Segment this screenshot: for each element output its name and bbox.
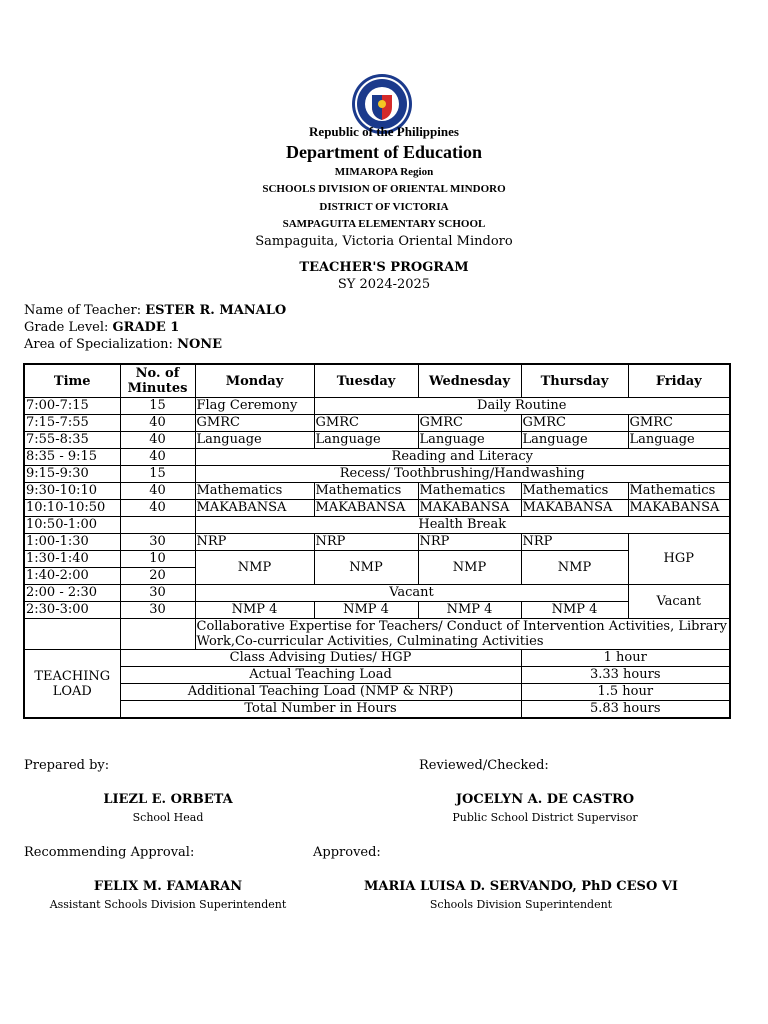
subject-cell: NMP	[521, 551, 628, 585]
table-row	[24, 398, 730, 415]
load-label: Total Number in Hours	[120, 701, 521, 719]
col-header: Thursday	[521, 364, 628, 398]
minutes-cell: 15	[120, 466, 195, 483]
load-row	[24, 684, 730, 701]
spec-label: Area of Specialization:	[24, 337, 173, 352]
minutes-cell: 20	[120, 568, 195, 585]
table-row	[24, 585, 730, 602]
subject-cell: NRP	[195, 534, 314, 551]
schedule-table	[23, 363, 731, 719]
minutes-cell: 40	[120, 432, 195, 449]
col-header: Time	[24, 364, 120, 398]
reviewed-by-position: Public School District Supervisor	[452, 811, 638, 824]
subject-cell: MAKABANSA	[521, 500, 628, 517]
load-value: 1.5 hour	[521, 684, 730, 701]
header-department: Department of Education	[286, 142, 482, 162]
page-title: TEACHER'S PROGRAM	[299, 260, 469, 275]
prepared-by-label: Prepared by:	[24, 758, 110, 773]
load-label: Additional Teaching Load (NMP & NRP)	[120, 684, 521, 701]
specialization: NONE	[177, 337, 223, 352]
subject-cell: NRP	[314, 534, 418, 551]
minutes-cell: 10	[120, 551, 195, 568]
subject-cell: MAKABANSA	[195, 500, 314, 517]
subject-cell: MAKABANSA	[418, 500, 521, 517]
collab-row	[24, 619, 730, 650]
reviewed-by-label: Reviewed/Checked:	[419, 758, 549, 773]
col-header: Wednesday	[418, 364, 521, 398]
time-cell: 1:00-1:30	[24, 534, 120, 551]
subject-cell: Flag Ceremony	[195, 398, 314, 415]
subject-cell: Language	[314, 432, 418, 449]
subject-cell: NMP 4	[195, 602, 314, 619]
col-header: Monday	[195, 364, 314, 398]
approved-position: Schools Division Superintendent	[429, 898, 613, 911]
load-value: 1 hour	[521, 650, 730, 667]
subject-cell: MAKABANSA	[628, 500, 730, 517]
subject-cell: Mathematics	[418, 483, 521, 500]
header-district: DISTRICT OF VICTORIA	[319, 201, 449, 213]
table-row	[24, 517, 730, 534]
subject-cell: Vacant	[195, 585, 628, 602]
minutes-cell	[120, 517, 195, 534]
table-row	[24, 466, 730, 483]
minutes-cell: 30	[120, 602, 195, 619]
header-republic: Republic of the Philippines	[309, 124, 459, 139]
load-value: 5.83 hours	[521, 701, 730, 719]
prepared-by-position: School Head	[132, 811, 204, 824]
grade-level-line	[24, 320, 179, 335]
subject-cell: GMRC	[314, 415, 418, 432]
time-cell: 2:00 - 2:30	[24, 585, 120, 602]
load-label: Class Advising Duties/ HGP	[120, 650, 521, 667]
subject-cell: Language	[418, 432, 521, 449]
empty-cell	[120, 619, 195, 650]
minutes-cell: 40	[120, 449, 195, 466]
recommending-position: Assistant Schools Division Superintendent	[49, 898, 287, 911]
subject-cell: Mathematics	[195, 483, 314, 500]
grade-level: GRADE 1	[112, 320, 180, 335]
time-cell: 1:40-2:00	[24, 568, 120, 585]
col-header: No. of Minutes	[120, 364, 195, 398]
header-school: SAMPAGUITA ELEMENTARY SCHOOL	[282, 218, 486, 230]
minutes-cell: 40	[120, 483, 195, 500]
header-address: Sampaguita, Victoria Oriental Mindoro	[255, 234, 513, 249]
recommending-name: FELIX M. FAMARAN	[93, 879, 243, 894]
approved-name: MARIA LUISA D. SERVANDO, PhD CESO VI	[364, 879, 678, 894]
time-cell: 1:30-1:40	[24, 551, 120, 568]
minutes-cell: 15	[120, 398, 195, 415]
header-region: MIMAROPA Region	[334, 166, 434, 178]
load-row	[24, 650, 730, 667]
subject-cell: GMRC	[521, 415, 628, 432]
subject-cell: Language	[521, 432, 628, 449]
load-value: 3.33 hours	[521, 667, 730, 684]
subject-cell: MAKABANSA	[314, 500, 418, 517]
subject-cell: NMP	[418, 551, 521, 585]
table-header-row	[24, 364, 730, 398]
time-cell: 9:30-10:10	[24, 483, 120, 500]
subject-cell: NMP 4	[418, 602, 521, 619]
table-row	[24, 602, 730, 619]
table-row	[24, 483, 730, 500]
subject-cell: GMRC	[195, 415, 314, 432]
table-row	[24, 432, 730, 449]
minutes-cell: 40	[120, 500, 195, 517]
header-division: SCHOOLS DIVISION OF ORIENTAL MINDORO	[262, 183, 506, 195]
time-cell: 7:00-7:15	[24, 398, 120, 415]
subject-cell: NMP	[314, 551, 418, 585]
teacher-name: ESTER R. MANALO	[145, 303, 287, 318]
minutes-cell: 30	[120, 534, 195, 551]
school-year: SY 2024-2025	[337, 277, 431, 292]
subject-cell: HGP	[628, 534, 730, 585]
table-row	[24, 534, 730, 551]
col-header: Tuesday	[314, 364, 418, 398]
subject-cell: Vacant	[628, 585, 730, 619]
subject-cell: Mathematics	[521, 483, 628, 500]
subject-cell: Daily Routine	[314, 398, 730, 415]
load-label: Actual Teaching Load	[120, 667, 521, 684]
subject-cell: GMRC	[628, 415, 730, 432]
subject-cell: Language	[195, 432, 314, 449]
empty-cell	[24, 619, 120, 650]
subject-cell: Mathematics	[314, 483, 418, 500]
subject-cell: NMP 4	[521, 602, 628, 619]
reviewed-by-name: JOCELYN A. DE CASTRO	[455, 792, 635, 807]
minutes-cell: 30	[120, 585, 195, 602]
subject-cell: NRP	[418, 534, 521, 551]
time-cell: 7:15-7:55	[24, 415, 120, 432]
time-cell: 10:50-1:00	[24, 517, 120, 534]
subject-cell: NMP	[195, 551, 314, 585]
time-cell: 9:15-9:30	[24, 466, 120, 483]
subject-cell: NMP 4	[314, 602, 418, 619]
subject-cell: NRP	[521, 534, 628, 551]
subject-cell: Recess/ Toothbrushing/Handwashing	[195, 466, 730, 483]
col-header: Friday	[628, 364, 730, 398]
subject-cell: Mathematics	[628, 483, 730, 500]
teacher-name-line	[24, 303, 286, 318]
table-row	[24, 551, 730, 568]
time-cell: 7:55-8:35	[24, 432, 120, 449]
load-row	[24, 701, 730, 719]
subject-cell: Language	[628, 432, 730, 449]
time-cell: 8:35 - 9:15	[24, 449, 120, 466]
specialization-line	[24, 337, 222, 352]
subject-cell: GMRC	[418, 415, 521, 432]
minutes-cell: 40	[120, 415, 195, 432]
subject-cell: Reading and Literacy	[195, 449, 730, 466]
prepared-by-name: LIEZL E. ORBETA	[103, 792, 233, 807]
subject-cell: Health Break	[195, 517, 730, 534]
teacher-name-label: Name of Teacher:	[24, 303, 142, 318]
teaching-load-label: TEACHING LOAD	[24, 650, 120, 719]
time-cell: 2:30-3:00	[24, 602, 120, 619]
recommending-approval-label: Recommending Approval:	[24, 845, 195, 860]
table-row	[24, 500, 730, 517]
grade-label: Grade Level:	[24, 320, 109, 335]
time-cell: 10:10-10:50	[24, 500, 120, 517]
load-row	[24, 667, 730, 684]
table-row	[24, 415, 730, 432]
table-row	[24, 449, 730, 466]
collab-activities: Collaborative Expertise for Teachers/ Conduct of Intervention Activities, Library Work,Co-curricular Activities, Culminating Activities	[195, 619, 730, 650]
approved-label: Approved:	[313, 845, 381, 860]
